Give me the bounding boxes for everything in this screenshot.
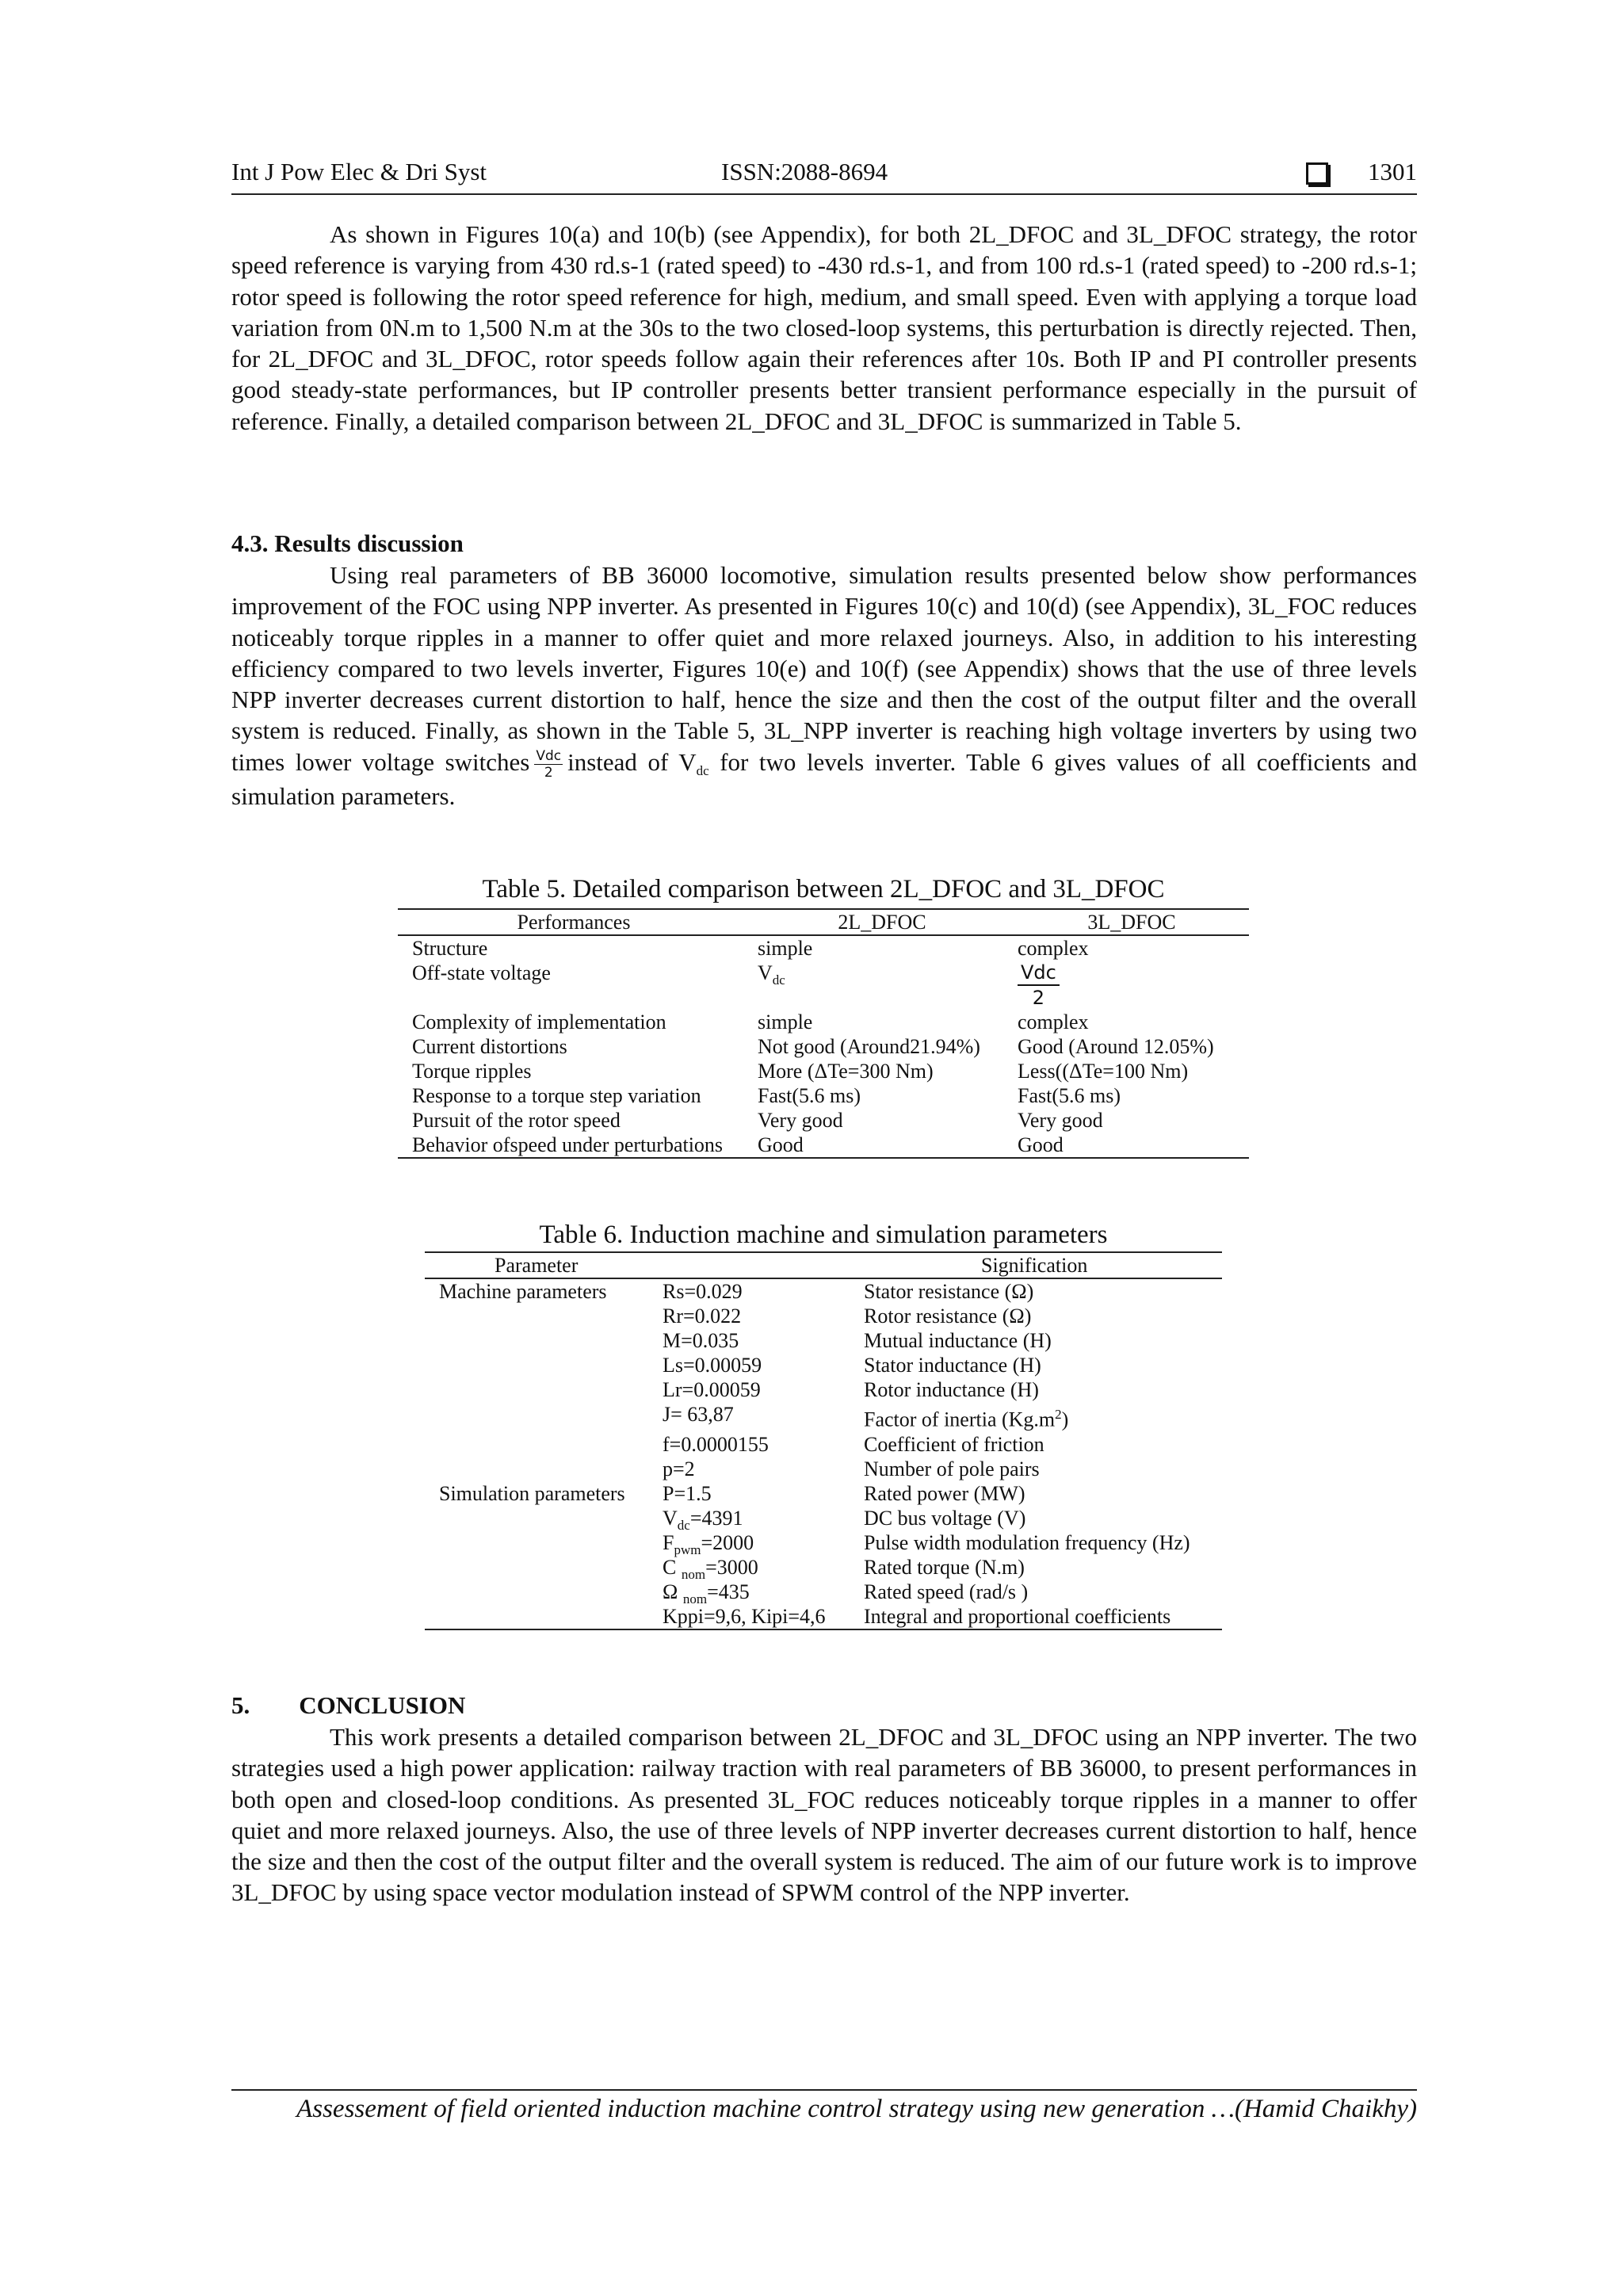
table-row: Ls=0.00059 Stator inductance (H) <box>663 1354 1041 1377</box>
table-row: Pursuit of the rotor speed Very good Very good <box>412 1109 1103 1132</box>
table-row: Structure simple complex <box>412 937 1089 960</box>
square-bullet-icon <box>1306 162 1328 185</box>
table-row: Machine parameters Rs=0.029 Stator resistance (Ω) <box>439 1280 1034 1303</box>
results-discussion-paragraph: Using real parameters of BB 36000 locomotive, simulation results presented below show performances improvement of the FOC using NPP inverter. As presented in Figures 10(c) and 10(d) (see Appendix), 3L_FOC reduces noticeably torque ripples in a manner to offer quiet and more relaxed journeys. Also, in addition to his interesting efficiency compared to two levels inverter, Figures 10(e) and 10(f) (see Appendix) shows that the use of three levels NPP inverter decreases current distortion to half, hence the size and then the cost of the output filter and the overall system is reduced. Finally, as shown in the Table 5, 3L_NPP inverter is reaching high voltage inverters by using two times lower voltage switches $\frac{\text{Vdc}}{2}$ instead of $V_{dc}$ for two levels inverter. Table 6 gives values of all coefficients and simulation parameters. <box>231 561 1417 811</box>
table6-header-cell: Signification <box>864 1252 1222 1278</box>
table-row: J= 63,87 Factor of inertia $(Kg.m^2)$ <box>663 1403 1069 1431</box>
table5-caption: Table 5. Detailed comparison between 2L_DFOC and 3L_DFOC <box>482 875 1165 904</box>
table5-header-cell: Performances <box>398 909 750 935</box>
vdc-half-fraction: $\frac{\text{Vdc}}{2}$ <box>536 748 562 781</box>
page-footer: Assessement of field oriented induction machine control strategy using new generation …(Hamid Chaikhy) <box>231 2089 1417 2126</box>
table-row: C $_{nom}$=3000 Rated torque (N.m) <box>663 1555 1025 1582</box>
table5 <box>398 908 1249 1159</box>
conclusion-heading: 5. CONCLUSION <box>231 1691 466 1719</box>
table6 <box>425 1251 1222 1630</box>
table-row: Complexity of implementation simple complex <box>412 1010 1089 1033</box>
table-row: Torque ripples More (ΔTe=300 Nm) Less((ΔTe=100 Nm) <box>412 1060 1189 1083</box>
page-header <box>231 152 1417 195</box>
intro-paragraph: As shown in Figures 10(a) and 10(b) (see Appendix), for both 2L_DFOC and 3L_DFOC strategy, the rotor speed reference is varying from 430 rd.s-1 (rated speed) to -430 rd.s-1, and from 100 rd.s-1 (rated speed) to -200 rd.s-1; rotor speed is following the rotor speed reference for high, medium, and small speed. Even with applying a torque load variation from 0N.m to 1,500 N.m at the 30s to the two closed-loop systems, this perturbation is directly rejected. Then, for 2L_DFOC and 3L_DFOC, rotor speeds follow again their references after 10s. Both IP and PI controller presents good steady-state performances, but IP controller presents better transient performance especially in the pursuit of reference. Finally, a detailed comparison between 2L_DFOC and 3L_DFOC is summarized in Table 5. <box>231 220 1417 435</box>
table-row: $F_{pwm}=2000$ Pulse width modulation frequency (Hz) <box>663 1530 1190 1557</box>
vdc-half-fraction: $\frac{\text{Vdc}}{2}$ <box>1018 961 1060 1010</box>
table5-header-cell: 2L_DFOC <box>750 909 1014 935</box>
table5-header-cell: 3L_DFOC <box>1014 909 1249 935</box>
table-row: Off-state voltage $V_{dc}$ $\frac{\text{Vdc}}{2}$ <box>398 961 1249 1010</box>
table-row: Lr=0.00059 Rotor inductance (H) <box>663 1378 1039 1401</box>
table-row: M=0.035 Mutual inductance (H) <box>663 1329 1052 1352</box>
section-heading-4-3: 4.3. Results discussion <box>231 529 464 557</box>
conclusion-paragraph: This work presents a detailed comparison between 2L_DFOC and 3L_DFOC using an NPP inverter. The two strategies used a high power application: railway traction with real parameters of BB 36000, to present performances in both open and closed-loop conditions. As presented 3L_FOC reduces noticeably torque ripples in a manner to offer quiet and more relaxed journeys. Also, the use of three levels of NPP inverter decreases current distortion to half, hence the size and then the cost of the output filter and the overall system is reduced. The aim of our future work is to improve 3L_DFOC by using space vector modulation instead of SPWM control of the NPP inverter. <box>231 1723 1417 1907</box>
table-row: Current distortions Not good (Around21.94%) Good (Around 12.05%) <box>412 1035 1214 1058</box>
table-row: Kppi=9,6, Kipi=4,6 Integral and proportional coefficients <box>425 1604 1222 1629</box>
table-row: $V_{dc}=4391$ DC bus voltage (V) <box>663 1506 1026 1533</box>
issn: ISSN:2088-8694 <box>721 158 888 185</box>
page-number: 1301 <box>1368 158 1417 185</box>
table-row: Ω $_{nom}$=435 Rated speed (rad/s ) <box>663 1580 1029 1606</box>
table-row: f=0.0000155 Coefficient of friction <box>663 1432 1044 1456</box>
journal-name: Int J Pow Elec & Dri Syst <box>231 158 487 185</box>
table-row: Simulation parameters P=1.5 Rated power (MW) <box>439 1481 1025 1505</box>
table-row: p=2 Number of pole pairs <box>663 1457 1040 1480</box>
table6-caption: Table 6. Induction machine and simulation parameters <box>539 1221 1108 1249</box>
table-row: Response to a torque step variation Fast(5.6 ms) Fast(5.6 ms) <box>412 1084 1121 1107</box>
table-row: Rr=0.022 Rotor resistance (Ω) <box>663 1305 1032 1328</box>
table6-header-cell: Parameter <box>425 1252 663 1278</box>
table-row: Behavior ofspeed under perturbations Good Good <box>398 1133 1249 1158</box>
